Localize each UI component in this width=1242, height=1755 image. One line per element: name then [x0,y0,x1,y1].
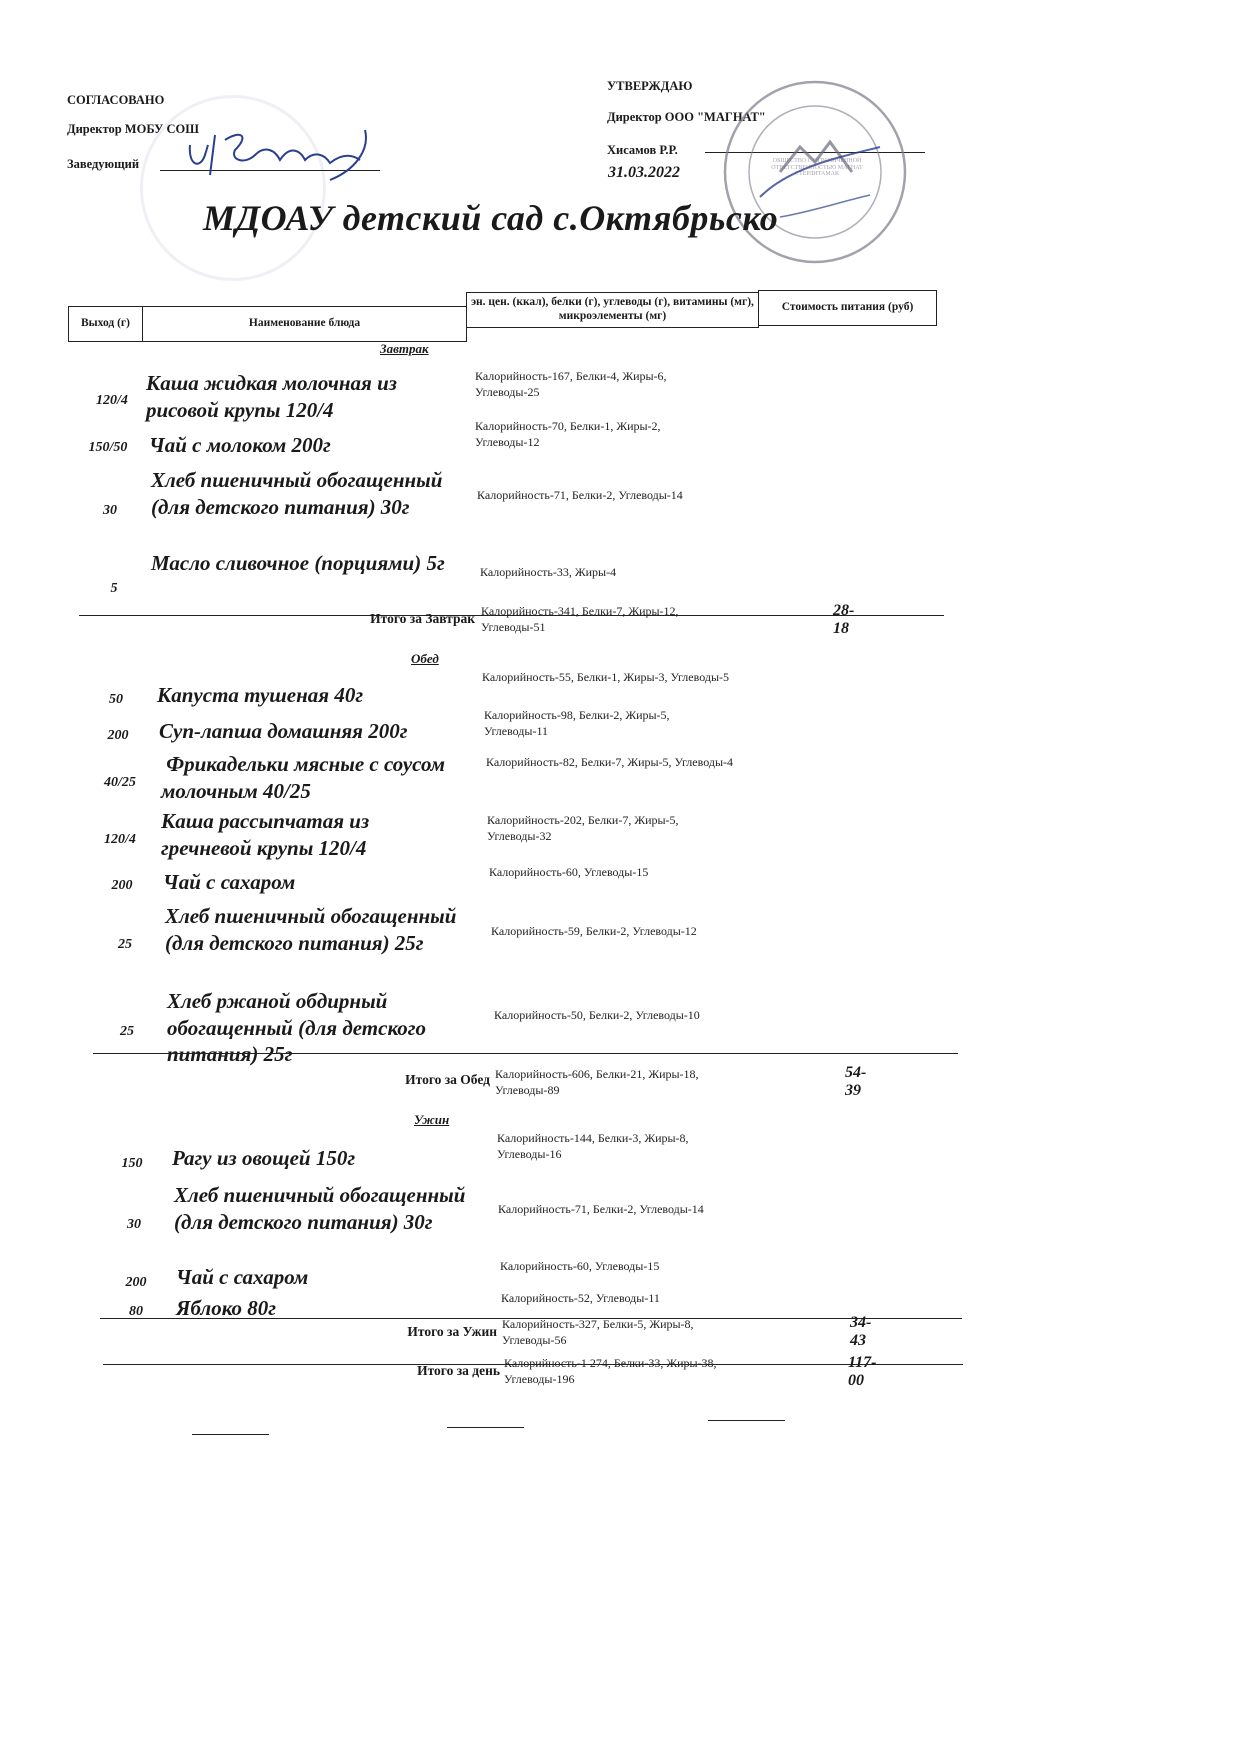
item-yield: 30 [127,1217,141,1232]
item-yield: 200 [111,878,133,893]
item-nutrition: Калорийность-33, Жиры-4 [480,565,617,579]
approval-date: 31.03.2022 [608,164,680,181]
head-signature [180,115,390,185]
section-title-dinner: Ужин [414,1112,450,1127]
divider-line [93,1053,958,1054]
item-dish: Чай с сахаром [176,1265,309,1289]
section-title-breakfast: Завтрак [380,341,429,356]
item-dish: Хлеб пшеничный обогащенный (для детского питания) 25г [165,904,457,955]
section-title-lunch: Обед [411,651,439,666]
total-cost: 34-43 [850,1314,872,1349]
item-dish: Хлеб пшеничный обогащенный (для детского питания) 30г [151,468,443,519]
item-yield: 30 [103,503,117,518]
agreed-label: СОГЛАСОВАНО [67,93,165,107]
item-dish: Яблоко 80г [176,1296,277,1320]
total-nutrition: Калорийность-606, Белки-21, Жиры-18, Углеводы-89 [495,1067,699,1097]
item-nutrition: Калорийность-202, Белки-7, Жиры-5, Углеводы-32 [487,813,679,843]
item-yield: 5 [110,581,118,596]
head-label: Заведующий [67,157,140,171]
item-nutrition: Калорийность-52, Углеводы-11 [501,1291,660,1305]
signature-blank [708,1420,785,1421]
item-yield: 200 [107,728,129,743]
total-label: Итого за Ужин [407,1324,497,1339]
item-dish: Каша рассыпчатая из гречневой крупы 120/4 [161,809,370,860]
total-nutrition: Калорийность-341, Белки-7, Жиры-12, Углеводы-51 [481,604,679,634]
school-director-label: Директор МОБУ СОШ [67,122,199,136]
day-total-label: Итого за день [417,1363,500,1378]
approve-label: УТВЕРЖДАЮ [607,79,693,93]
item-nutrition: Калорийность-50, Белки-2, Углеводы-10 [494,1008,700,1022]
company-director-label: Директор ООО "МАГНАТ" [607,110,766,124]
col-header-cost: Стоимость питания (руб) [758,290,937,326]
day-total-cost: 117-00 [848,1354,877,1389]
item-yield: 200 [125,1275,147,1290]
item-yield: 25 [120,1024,134,1039]
item-nutrition: Калорийность-82, Белки-7, Жиры-5, Углеводы-4 [486,755,734,769]
item-nutrition: Калорийность-71, Белки-2, Углеводы-14 [498,1202,704,1216]
item-nutrition: Калорийность-144, Белки-3, Жиры-8, Углеводы-16 [497,1131,689,1161]
total-cost: 28-18 [833,602,855,637]
item-yield: 120/4 [96,393,128,408]
total-nutrition: Калорийность-327, Белки-5, Жиры-8, Углеводы-56 [502,1317,694,1347]
item-dish: Чай с сахаром [163,870,296,894]
item-dish: Рагу из овощей 150г [172,1146,356,1170]
director-name: Хисамов Р.Р. [607,143,678,157]
item-dish: Фрикадельки мясные с соусом молочным 40/25 [161,752,451,803]
item-nutrition: Калорийность-60, Углеводы-15 [500,1259,660,1273]
item-nutrition: Калорийность-98, Белки-2, Жиры-5, Углеводы-11 [484,708,670,738]
item-yield: 50 [109,692,123,707]
col-header-dish: Наименование блюда [142,306,467,342]
item-dish: Суп-лапша домашняя 200г [159,719,408,743]
page-title: МДОАУ детский сад с.Октябрьско [203,198,779,238]
item-dish: Чай с молоком 200г [149,433,331,457]
signature-blank [447,1427,524,1428]
item-dish: Хлеб пшеничный обогащенный (для детского питания) 30г [174,1183,466,1234]
item-nutrition: Калорийность-167, Белки-4, Жиры-6, Углеводы-25 [475,369,667,399]
company-stamp-text: ОБЩЕСТВО С ОГРАНИЧЕННОЙ ОТВЕТСТВЕННОСТЬЮ МАГНАТ СТЕРЛИТАМАК [771,158,863,178]
total-label: Итого за Завтрак [370,611,475,626]
item-yield: 40/25 [104,775,136,790]
item-dish: Масло сливочное (порциями) 5г [151,551,445,575]
item-yield: 80 [129,1304,143,1319]
day-total-nutrition: Калорийность-1 274, Белки-33, Жиры-38, Углеводы-196 [504,1356,717,1386]
item-dish: Каша жидкая молочная из рисовой крупы 120/4 [146,371,397,422]
item-nutrition: Калорийность-71, Белки-2, Углеводы-14 [477,488,683,502]
col-header-nutrition: эн. цен. (ккал), белки (г), углеводы (г), витамины (мг), микроэлементы (мг) [466,292,759,328]
item-yield: 150 [121,1156,143,1171]
item-nutrition: Калорийность-55, Белки-1, Жиры-3, Углеводы-5 [482,670,730,684]
item-dish: Хлеб ржаной обдирный обогащенный (для детского питания) 25г [167,989,427,1067]
total-label: Итого за Обед [405,1072,490,1087]
col-header-yield: Выход (г) [68,306,143,342]
item-dish: Капуста тушеная 40г [157,683,364,707]
item-yield: 120/4 [104,832,136,847]
item-nutrition: Калорийность-60, Углеводы-15 [489,865,649,879]
signature-blank [192,1434,269,1435]
item-nutrition: Калорийность-59, Белки-2, Углеводы-12 [491,924,697,938]
item-yield: 25 [118,937,132,952]
item-nutrition: Калорийность-70, Белки-1, Жиры-2, Углеводы-12 [475,419,661,449]
total-cost: 54-39 [845,1064,867,1099]
item-yield: 150/50 [88,440,128,455]
